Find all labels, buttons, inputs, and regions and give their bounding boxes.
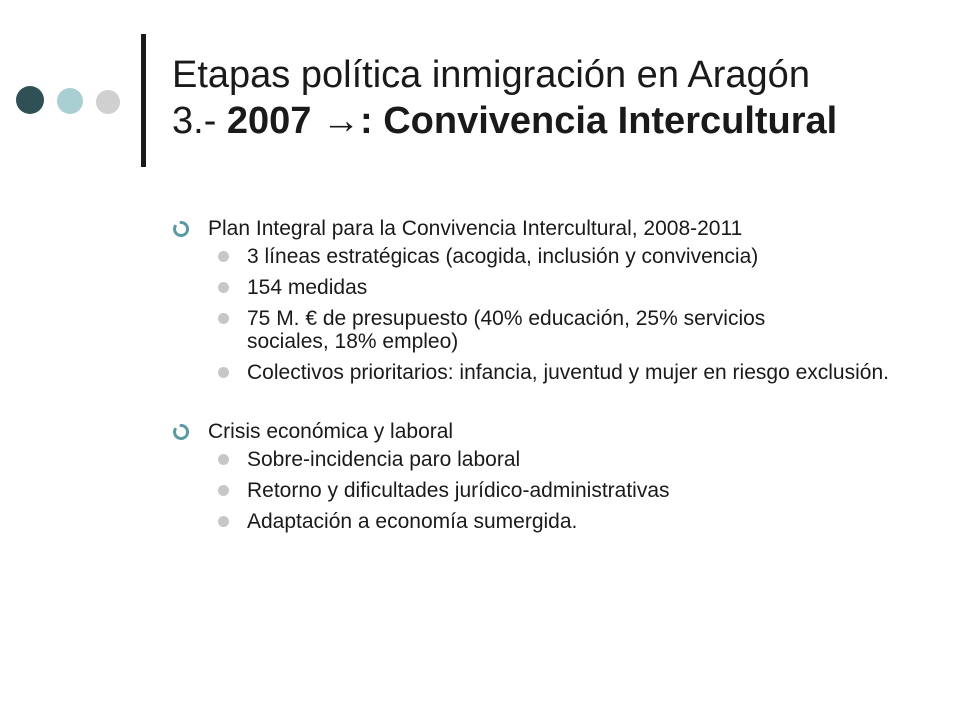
list-item-text: 75 M. € de presupuesto (40% educación, 25% servicios sociales, 18% empleo) bbox=[247, 307, 766, 353]
title-line-1: Etapas política inmigración en Aragón bbox=[172, 54, 810, 96]
list-item bbox=[172, 510, 912, 533]
slide-title bbox=[172, 52, 837, 144]
dark-dot-icon bbox=[16, 86, 44, 114]
circle-bullet-icon bbox=[218, 282, 229, 293]
list-item-text: Colectivos prioritarios: infancia, juventud y mujer en riesgo exclusión. bbox=[247, 361, 889, 384]
title-year: 2007 bbox=[226, 100, 322, 142]
circle-bullet-icon bbox=[218, 516, 229, 527]
list-item bbox=[172, 276, 912, 299]
list-item bbox=[172, 361, 927, 384]
list-item-text: Adaptación a economía sumergida. bbox=[247, 510, 578, 533]
ring-bullet-icon bbox=[172, 423, 190, 441]
list-item-text: Sobre-incidencia paro laboral bbox=[247, 448, 521, 471]
gray-dot-icon bbox=[96, 90, 120, 114]
bullet-heading bbox=[172, 217, 868, 240]
slide-body bbox=[172, 217, 912, 541]
circle-bullet-icon bbox=[218, 313, 229, 324]
list-item bbox=[172, 245, 767, 268]
arrow-right-icon: → bbox=[322, 100, 360, 142]
title-prefix: 3.- bbox=[172, 100, 227, 142]
circle-bullet-icon bbox=[218, 454, 229, 465]
circle-bullet-icon bbox=[218, 251, 229, 262]
list-item-text: 3 líneas estratégicas (acogida, inclusión y convivencia) bbox=[247, 245, 759, 268]
section-heading: Plan Integral para la Convivencia Intercultural, 2008-2011 bbox=[208, 217, 743, 240]
list-item bbox=[172, 479, 912, 502]
title-subject: : Convivencia Intercultural bbox=[360, 100, 838, 142]
section-items bbox=[172, 448, 912, 533]
ring-bullet-icon bbox=[172, 220, 190, 238]
circle-bullet-icon bbox=[218, 367, 229, 378]
list-item-text: Retorno y dificultades jurídico-administrativas bbox=[247, 479, 670, 502]
teal-dot-icon bbox=[57, 88, 83, 114]
list-item bbox=[172, 307, 807, 353]
circle-bullet-icon bbox=[218, 485, 229, 496]
title-divider bbox=[141, 34, 146, 167]
list-item bbox=[172, 448, 912, 471]
section-items bbox=[172, 245, 912, 384]
list-item-text: 154 medidas bbox=[247, 276, 368, 299]
bullet-heading bbox=[172, 420, 912, 443]
section-heading: Crisis económica y laboral bbox=[208, 420, 454, 443]
